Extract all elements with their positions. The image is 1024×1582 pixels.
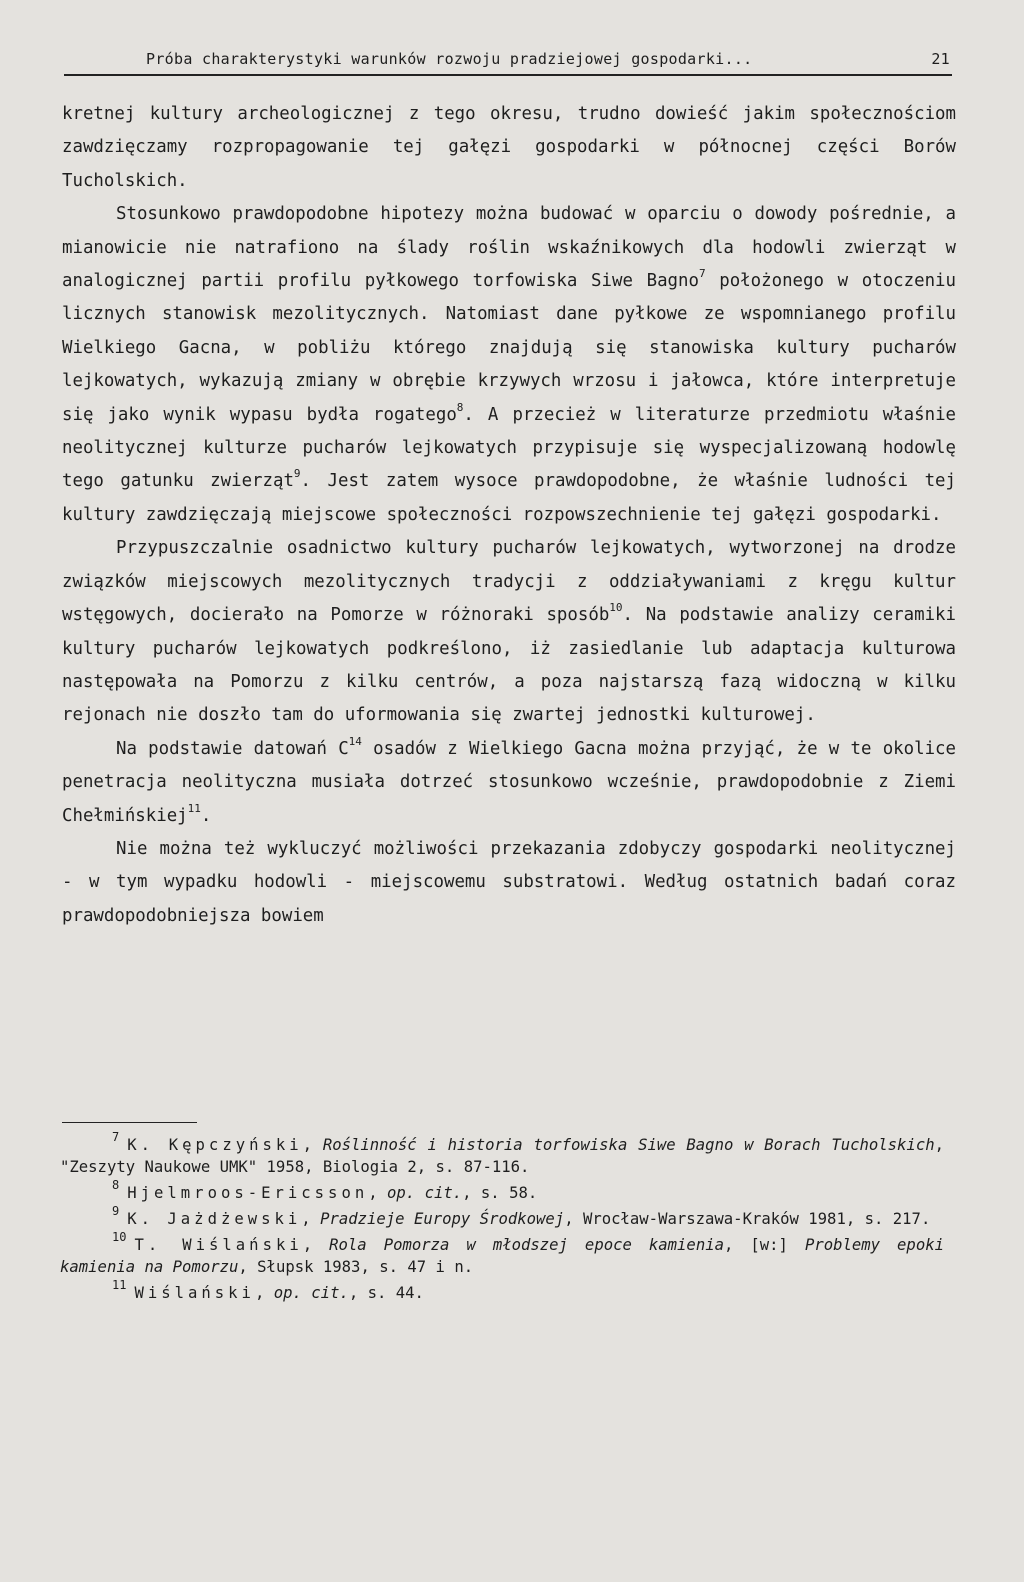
footnote-9: 9 K. Jażdżewski, Pradzieje Europy Środkowej, Wrocław-Warszawa-Kraków 1981, s. 217. — [112, 1204, 931, 1228]
paragraph-2 — [62, 198, 956, 532]
paragraph-2-text-a: Stosunkowo prawdopodobne hipotezy można budować w oparciu o dowody pośrednie, a mianowicie nie natrafiono na ślady roślin wskaźnikowych dla hodowli zwierząt w analogicznej partii profilu pyłkowego torfowiska Siwe Bagno — [62, 204, 956, 292]
footnote-ref-8: 8 — [456, 400, 464, 414]
body-text — [62, 98, 956, 933]
footnote-separator — [62, 1122, 197, 1123]
footnote-title: op. cit. — [273, 1284, 349, 1302]
paragraph-1-text: kretnej kultury archeologicznej z tego okresu, trudno dowieść jakim społecznościom zawdzięczamy rozpropagowanie tej gałęzi gospodarki w północnej części Borów Tucholskich. — [62, 104, 956, 191]
paragraph-3-text-b: . Na podstawie analizy ceramiki kultury pucharów lejkowatych podkreślono, iż zasiedlanie lub adaptacja kulturowa następowała na Pomorzu z kilku centrów, a poza najstarszą fazą widoczną w kilku rejonach nie doszło tam do uformowania się zwartej jednostki kulturowej. — [62, 605, 956, 726]
footnote-rest-2: , Słupsk 1983, s. 47 i n. — [238, 1258, 474, 1276]
footnote-title-2: Problemy epoki kamienia na Pomorzu — [60, 1236, 944, 1276]
paragraph-4 — [62, 733, 956, 833]
footnote-10: 10 T. Wiślański, Rola Pomorza w młodszej epoce kamienia, [w:] Problemy epoki kamienia na Pomorzu, Słupsk 1983, s. 47 i n. — [60, 1230, 944, 1276]
paragraph-3 — [62, 532, 956, 732]
paragraph-3-text-a: Przypuszczalnie osadnictwo kultury pucharów lejkowatych, wytworzonej na drodze związków miejscowych mezolitycznych tradycji z oddziaływaniami z kręgu kultur wstęgowych, docierało na Pomorze w różnoraki sposób — [62, 538, 956, 626]
footnote-author: Wiślański — [134, 1284, 255, 1302]
running-header — [64, 44, 952, 76]
paragraph-4-text-a: Na podstawie datowań C — [116, 738, 349, 759]
footnote-separator-text: , — [254, 1284, 274, 1302]
footnote-8: 8 Hjelmroos-Ericsson, op. cit., s. 58. — [112, 1178, 538, 1202]
footnote-ref-7: 7 — [698, 267, 706, 281]
footnote-7: 7 K. Kępczyński, Roślinność i historia torfowiska Siwe Bagno w Borach Tucholskich, "Zeszyty Naukowe UMK" 1958, Biologia 2, s. 87-116. — [60, 1130, 944, 1176]
footnote-rest: , s. 44. — [348, 1284, 424, 1302]
paragraph-5 — [62, 833, 956, 933]
footnote-11: 11 Wiślański, op. cit., s. 44. — [112, 1278, 424, 1302]
footnote-title: Rola Pomorza w młodszej epoce kamienia — [329, 1236, 724, 1254]
footnote-separator-text: , — [302, 1136, 323, 1154]
paragraph-2-text-d: . Jest zatem wysoce prawdopodobne, że właśnie ludności tej kultury zawdzięczają miejscowe społeczności rozpowszechnienie tej gałęzi gospodarki. — [62, 471, 956, 525]
footnote-rest: , s. 58. — [462, 1184, 538, 1202]
footnote-ref-9: 9 — [293, 467, 301, 481]
running-title: Próba charakterystyki warunków rozwoju pradziejowej gospodarki... — [146, 50, 753, 68]
footnote-rest: , [w:] — [723, 1236, 805, 1254]
footnote-author: Hjelmroos-Ericsson — [127, 1184, 369, 1202]
footnote-title: Roślinność i historia torfowiska Siwe Bagno w Borach Tucholskich — [322, 1136, 935, 1154]
paragraph-2-text-c: . A przecież w literaturze przedmiotu właśnie neolitycznej kulturze pucharów lejkowatych przypisuje się wyspecjalizowaną hodowlę tego gatunku zwierząt — [62, 404, 957, 492]
paragraph-5-text: Nie można też wykluczyć możliwości przekazania zdobyczy gospodarki neolitycznej - w tym wypadku hodowli - miejscowemu substratowi. Według ostatnich badań coraz prawdopodobniejsza bowiem — [62, 838, 956, 926]
footnote-rest: , "Zeszyty Naukowe UMK" 1958, Biologia 2, s. 87-116. — [60, 1136, 944, 1176]
paragraph-2-text-b: położonego w otoczeniu licznych stanowisk mezolitycznych. Natomiast dane pyłkowe ze wspomnianego profilu Wielkiego Gacna, w pobliżu którego znajdują się stanowiska kultury pucharów lejkowatych, wykazują zmiany w obrębie krzywych wrzosu i jałowca, które interpretuje się jako wynik wypasu bydła rogatego — [62, 271, 956, 425]
footnote-separator-text: , — [301, 1210, 321, 1228]
paragraph-1 — [62, 98, 956, 198]
footnote-separator-text: , — [368, 1184, 388, 1202]
c14-superscript: 14 — [348, 734, 362, 748]
page-number: 21 — [931, 50, 950, 68]
footnote-author: T. Wiślański — [134, 1236, 303, 1254]
footnote-ref-10: 10 — [609, 601, 623, 615]
footnote-ref-11: 11 — [187, 801, 201, 815]
footnote-author: K. Kępczyński — [127, 1136, 303, 1154]
paragraph-4-text-c: . — [200, 805, 212, 826]
footnote-rest: , Wrocław-Warszawa-Kraków 1981, s. 217. — [564, 1210, 931, 1228]
footnote-author: K. Jażdżewski — [127, 1210, 302, 1228]
footnote-title: Pradzieje Europy Środkowej — [320, 1210, 565, 1228]
paragraph-4-text-b: osadów z Wielkiego Gacna można przyjąć, że w te okolice penetracja neolityczna musiała dotrzeć stosunkowo wcześnie, prawdopodobnie z Ziemi Chełmińskiej — [62, 738, 956, 826]
footnote-separator-text: , — [302, 1236, 330, 1254]
footnote-title: op. cit. — [387, 1184, 463, 1202]
footnotes — [60, 1130, 944, 1308]
